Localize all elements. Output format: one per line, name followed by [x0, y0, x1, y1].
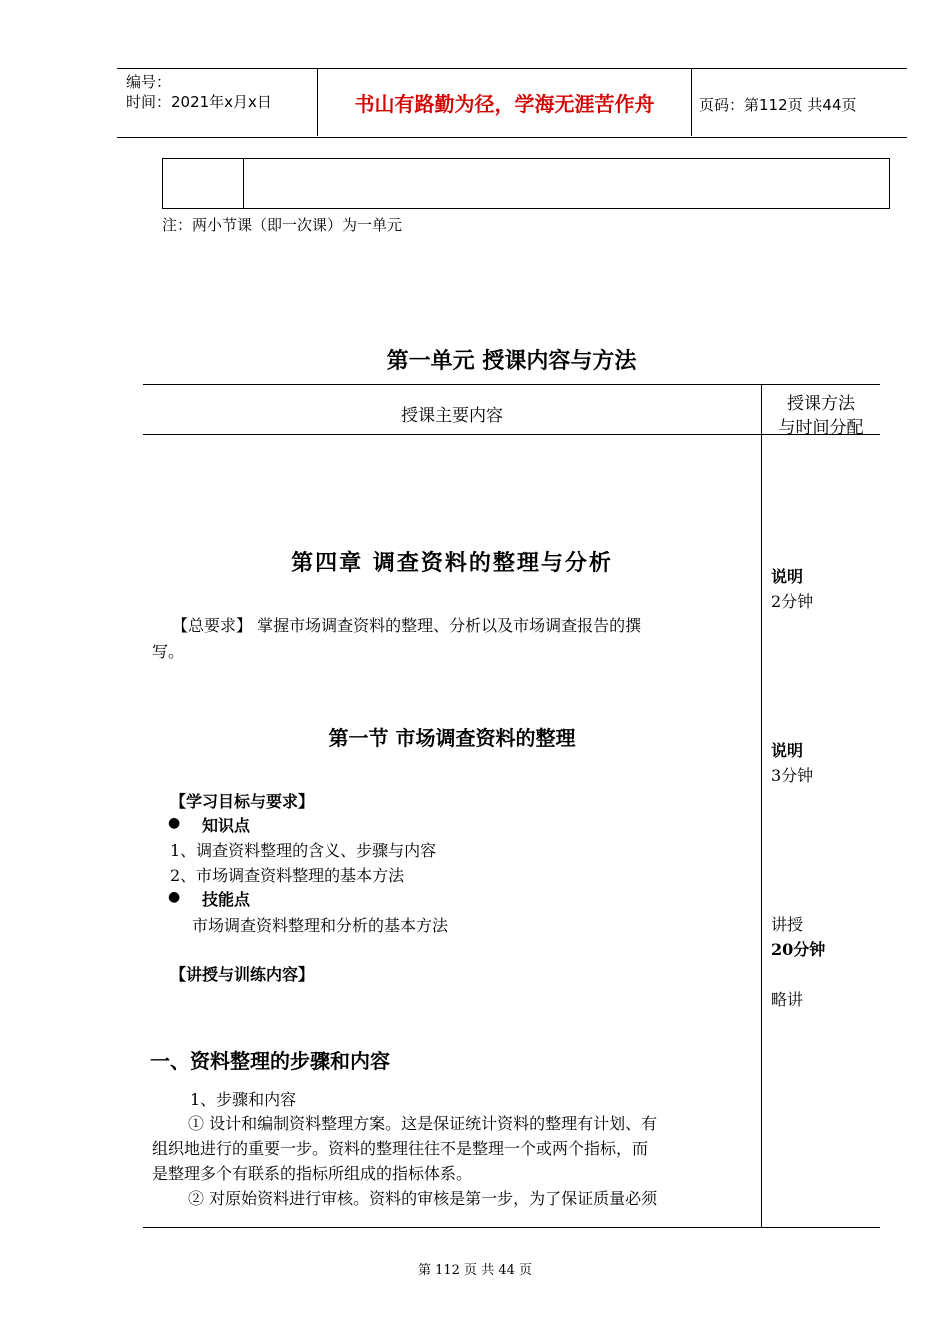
- bullet-icon: ●: [168, 815, 181, 831]
- skills-label: 技能点: [202, 890, 251, 909]
- page-footer: 第 112 页 共 44 页: [417, 1263, 533, 1278]
- general-requirement-line1: 【总要求】 掌握市场调查资料的整理、分析以及市场调查报告的撰: [172, 616, 642, 635]
- side-note-1-time: 2分钟: [771, 592, 814, 611]
- top-table-divider: [243, 158, 244, 209]
- side-note-1-method: 说明: [771, 567, 804, 586]
- header-page-info: 页码：第112页 共44页: [699, 96, 857, 114]
- table-bottom-border: [143, 1227, 880, 1228]
- knowledge-item-2: 2、市场调查资料整理的基本方法: [170, 866, 405, 885]
- column-header-side-1: 授课方法: [787, 394, 855, 414]
- heading-one: 一、资料整理的步骤和内容: [150, 1049, 390, 1073]
- knowledge-label: 知识点: [202, 816, 251, 835]
- side-note-3-time: 20分钟: [771, 940, 826, 959]
- side-note-3-method: 讲授: [771, 915, 804, 934]
- header-number-label: 编号：: [126, 73, 172, 91]
- side-note-2-time: 3分钟: [771, 766, 814, 785]
- column-header-main: 授课主要内容: [401, 406, 503, 426]
- general-requirement-line2: 写。: [152, 642, 185, 661]
- header-time-label: 时间：2021年x月x日: [126, 93, 272, 111]
- table-top-border: [143, 384, 880, 385]
- paragraph-2-line-1: ② 对原始资料进行审核。资料的审核是第一步，为了保证质量必须: [188, 1189, 658, 1208]
- paragraph-1-line-2: 组织地进行的重要一步。资料的整理往往不是整理一个或两个指标，而: [152, 1139, 649, 1158]
- table-column-divider: [761, 384, 762, 1228]
- knowledge-item-1: 1、调查资料整理的含义、步骤与内容: [170, 841, 437, 860]
- header-slogan: 书山有路勤为径，学海无涯苦作舟: [354, 92, 655, 116]
- paragraph-1-line-1: ① 设计和编制资料整理方案。这是保证统计资料的整理有计划、有: [188, 1114, 658, 1133]
- header-divider: [691, 68, 692, 136]
- steps-label: 1、步骤和内容: [190, 1090, 297, 1109]
- training-heading: 【讲授与训练内容】: [170, 965, 315, 984]
- paragraph-1-line-3: 是整理多个有联系的指标所组成的指标体系。: [152, 1164, 473, 1183]
- side-note-4-method: 略讲: [771, 990, 804, 1009]
- column-header-side-2: 与时间分配: [778, 418, 864, 438]
- chapter-title: 第四章 调查资料的整理与分析: [291, 550, 613, 576]
- top-empty-table: [162, 158, 890, 209]
- skill-item-1: 市场调查资料整理和分析的基本方法: [192, 916, 449, 935]
- section-title: 第一节 市场调查资料的整理: [328, 726, 576, 750]
- goals-heading: 【学习目标与要求】: [170, 792, 315, 811]
- bullet-icon: ●: [168, 889, 181, 905]
- unit-note: 注：两小节课（即一次课）为一单元: [162, 216, 403, 234]
- side-note-2-method: 说明: [771, 741, 804, 760]
- unit-title: 第一单元 授课内容与方法: [386, 349, 637, 374]
